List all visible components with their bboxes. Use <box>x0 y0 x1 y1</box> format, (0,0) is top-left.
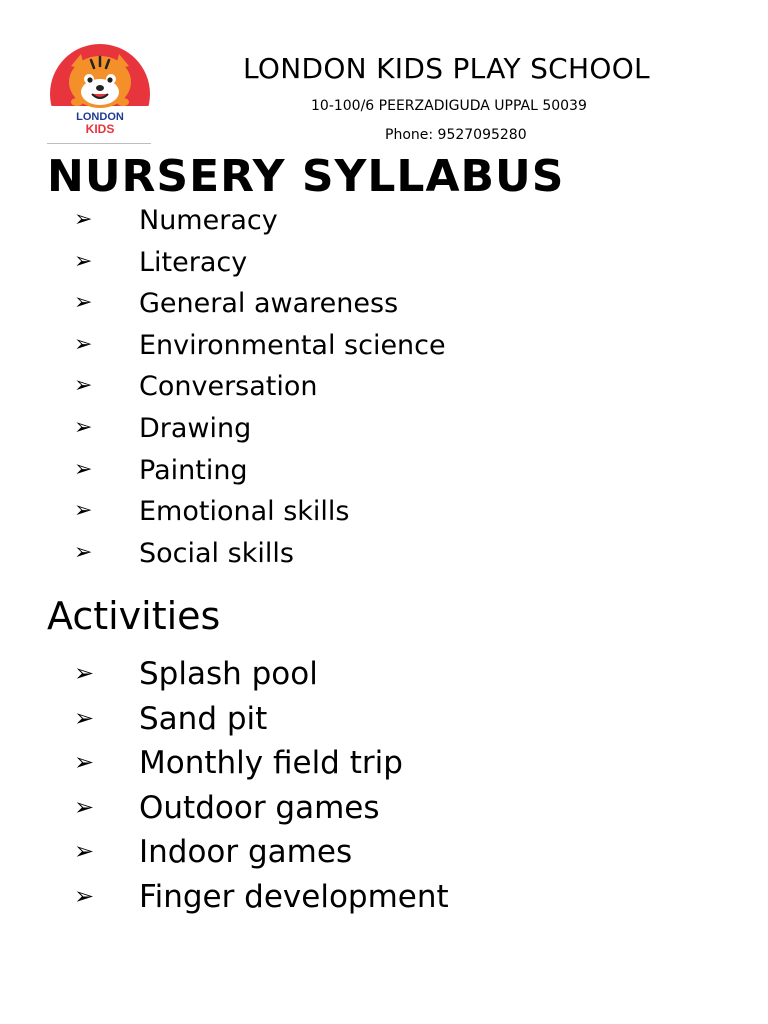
tiger-icon <box>69 54 131 108</box>
page-title: NURSERY SYLLABUS <box>47 151 565 202</box>
school-phone: Phone: 9527095280 <box>385 127 527 143</box>
list-item-label: Drawing <box>139 412 252 444</box>
list-item-label: Environmental science <box>139 329 446 361</box>
arrow-bullet-icon: ➢ <box>74 748 95 777</box>
list-item-label: Literacy <box>139 246 248 278</box>
activities-heading: Activities <box>47 594 221 638</box>
school-logo <box>47 44 153 144</box>
list-item-label: Numeracy <box>139 205 278 236</box>
arrow-bullet-icon: ➢ <box>74 456 93 482</box>
arrow-bullet-icon: ➢ <box>74 207 93 232</box>
arrow-bullet-icon: ➢ <box>74 703 95 732</box>
arrow-bullet-icon: ➢ <box>74 290 93 316</box>
school-name: LONDON KIDS PLAY SCHOOL <box>243 52 650 85</box>
arrow-bullet-icon: ➢ <box>74 331 93 357</box>
list-item-label: Outdoor games <box>139 789 380 826</box>
arrow-bullet-icon: ➢ <box>74 414 93 440</box>
arrow-bullet-icon: ➢ <box>74 792 95 821</box>
list-item-label: General awareness <box>139 288 399 320</box>
list-item-label: Painting <box>139 454 248 486</box>
list-item-label: Finger development <box>139 878 449 915</box>
logo-underline <box>47 143 151 144</box>
arrow-bullet-icon: ➢ <box>74 248 93 274</box>
arrow-bullet-icon: ➢ <box>74 373 93 399</box>
list-item-label: Indoor games <box>139 834 353 871</box>
arrow-bullet-icon: ➢ <box>74 498 93 524</box>
list-item-label: Emotional skills <box>139 496 350 528</box>
arrow-bullet-icon: ➢ <box>74 539 93 565</box>
arrow-bullet-icon: ➢ <box>74 837 95 866</box>
list-item-label: Monthly field trip <box>139 745 403 782</box>
logo-text-bottom: KIDS <box>85 122 115 136</box>
list-item-label: Conversation <box>139 371 318 403</box>
list-item-label: Social skills <box>139 537 294 569</box>
list-item-label: Sand pit <box>139 700 268 737</box>
arrow-bullet-icon: ➢ <box>74 881 95 910</box>
arrow-bullet-icon: ➢ <box>74 659 95 687</box>
list-item-label: Splash pool <box>139 656 318 692</box>
logo-text-top: LONDON <box>76 111 124 123</box>
school-address: 10-100/6 PEERZADIGUDA UPPAL 50039 <box>311 98 587 114</box>
